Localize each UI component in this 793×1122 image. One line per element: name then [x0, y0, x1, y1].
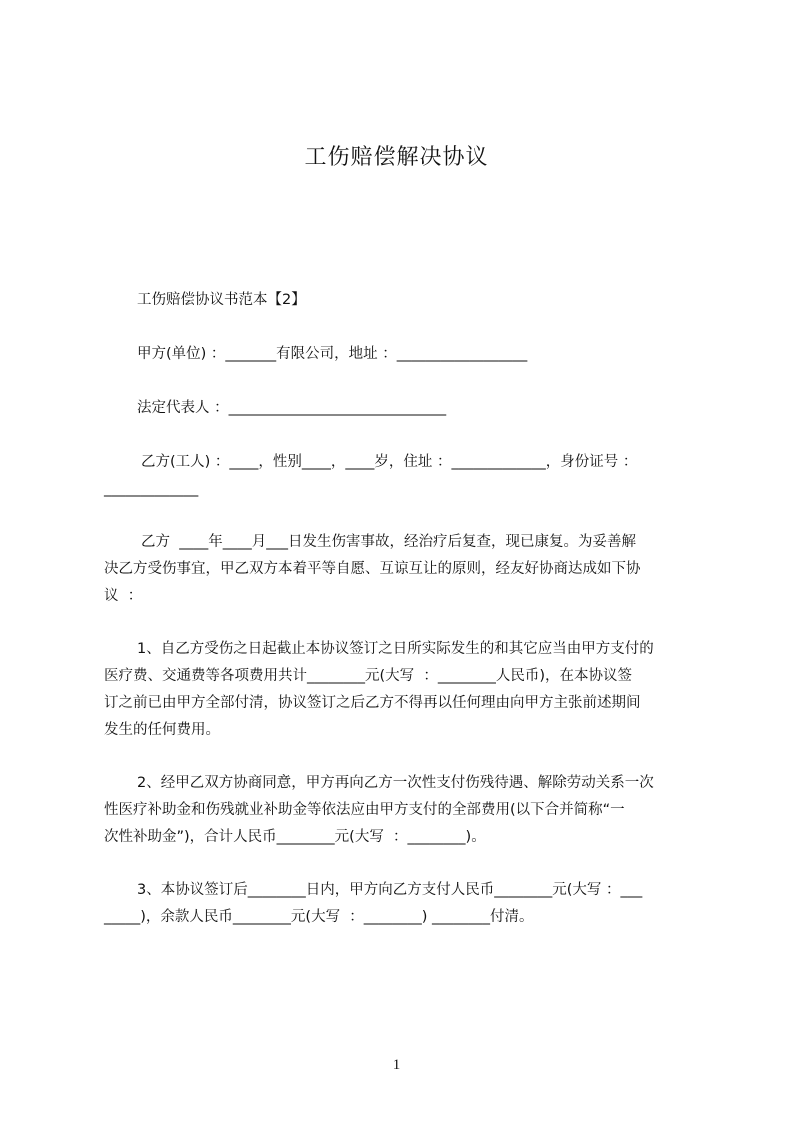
party-b-line-cont: _____________: [104, 481, 199, 497]
party-a-line: 甲方(单位) ：_______有限公司，地址 ：__________________: [137, 346, 528, 362]
clause-3-line-2: _____)，余款人民币________元(大写 ：________) ________付清。: [104, 909, 534, 925]
clause-2-line-2: 性医疗补助金和伤残就业补助金等依法应由甲方支付的全部费用(以下合并简称“一: [104, 802, 625, 818]
clause-1-line-4: 发生的任何费用。: [104, 722, 220, 738]
clause-1-line-3: 订之前已由甲方全部付清，协议签订之后乙方不得再以任何理由向甲方主张前述期间: [104, 695, 641, 711]
intro-line-3: 议 ：: [104, 588, 143, 604]
clause-1-line-2: 医疗费、交通费等各项费用共计________元(大写 ：________人民币)，在本协议签: [104, 668, 633, 684]
paragraph-heading: 工伤赔偿协议书范本【2】: [137, 292, 306, 308]
intro-line-2: 决乙方受伤事宜，甲乙双方本着平等自愿、互谅互让的原则，经友好协商达成如下协: [104, 561, 641, 577]
page-number: 1: [392, 1057, 401, 1073]
party-b-line: 乙方(工人) ：____，性别____，____岁，住址 ：_____________，身份证号 ：: [141, 454, 638, 470]
clause-1-line-1: 1、自乙方受伤之日起截止本协议签订之日所实际发生的和其它应当由甲方支付的: [137, 641, 654, 657]
clause-3-line-1: 3、本协议签订后________日内，甲方向乙方支付人民币________元(大写 ：___: [137, 882, 643, 898]
clause-2-line-1: 2、经甲乙双方协商同意，甲方再向乙方一次性支付伤残待遇、解除劳动关系一次: [137, 775, 654, 791]
clause-2-line-3: 次性补助金”)，合计人民币________元(大写 ：________)。: [104, 829, 486, 845]
legal-rep-line: 法定代表人 ：______________________________: [137, 400, 447, 416]
intro-line-1: 乙方 ____年____月___日发生伤害事故，经治疗后复查，现已康复。为妥善解: [141, 534, 636, 550]
document-title: 工伤赔偿解决协议: [304, 145, 489, 170]
